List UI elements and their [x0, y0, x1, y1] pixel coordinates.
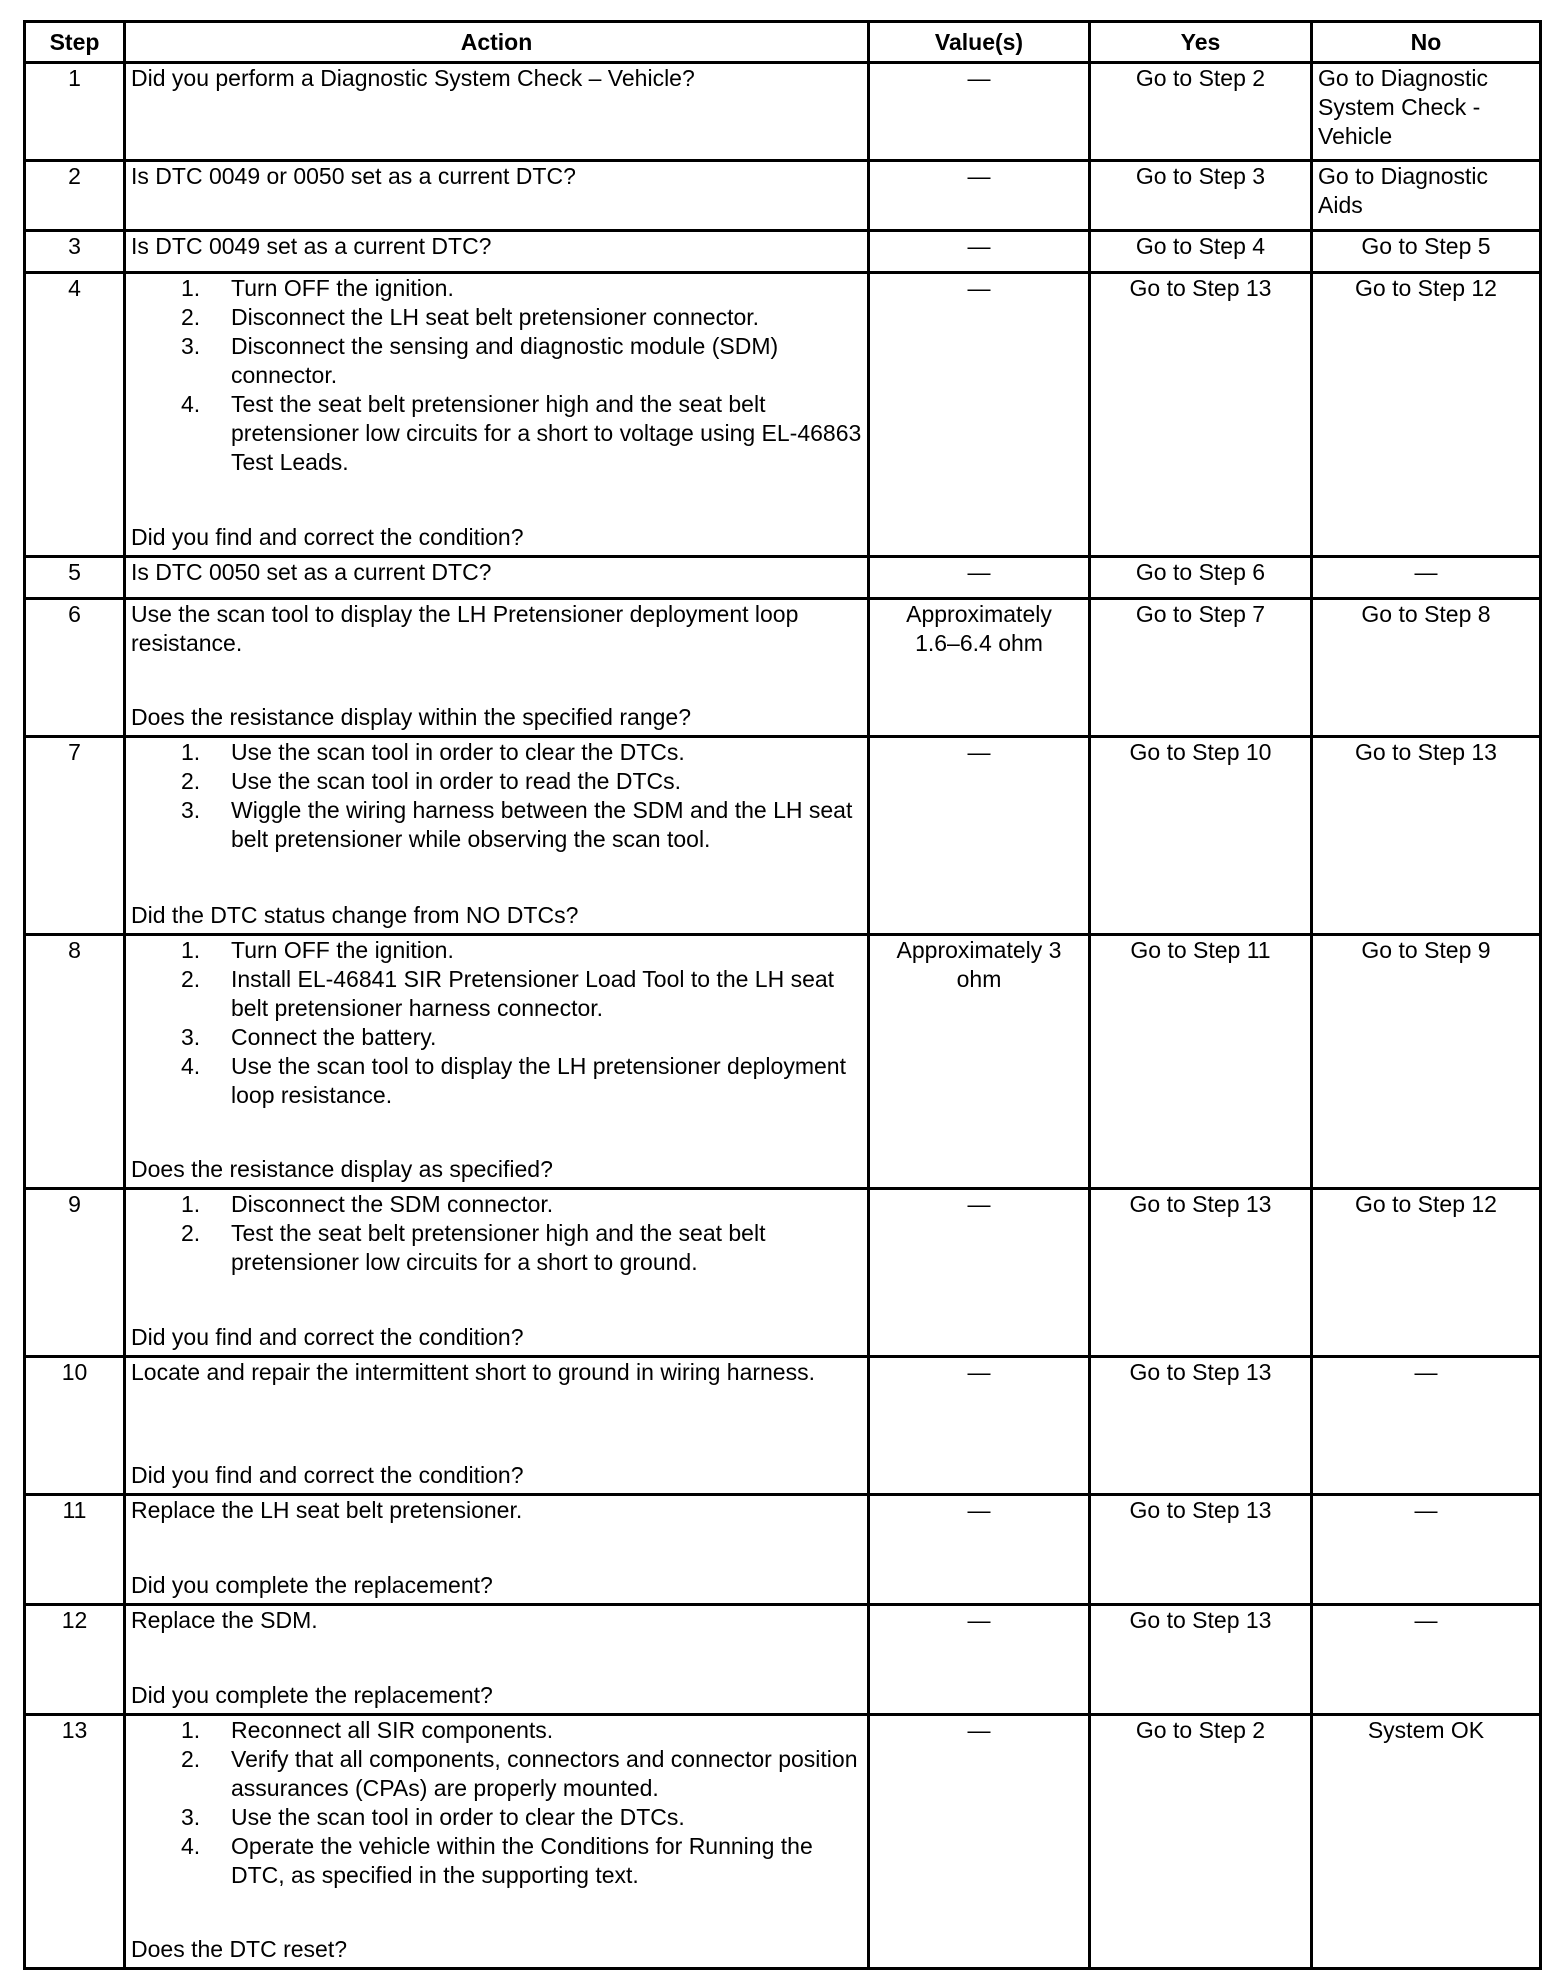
- list-item: 4. Operate the vehicle within the Conditions for Running the DTC, as specified in the supporting text.: [181, 1833, 813, 1888]
- yes-link[interactable]: Go to Step 13: [1090, 273, 1312, 557]
- table-row: [25, 1189, 1541, 1357]
- procedure-list: [131, 274, 862, 477]
- header-values: Value(s): [869, 22, 1090, 63]
- list-item: 1. Turn OFF the ignition.: [181, 275, 454, 301]
- step-number: 12: [25, 1605, 125, 1715]
- step-number: 3: [25, 231, 125, 273]
- no-link[interactable]: Go to Diagnostic Aids: [1312, 161, 1541, 231]
- question-text: Did you find and correct the condition?: [131, 1324, 524, 1350]
- value-cell: —: [869, 1189, 1090, 1357]
- action-cell: [125, 1357, 869, 1495]
- action-cell: [125, 1189, 869, 1357]
- yes-link[interactable]: Go to Step 7: [1090, 599, 1312, 737]
- list-item: 2. Use the scan tool in order to read the DTCs.: [181, 768, 681, 794]
- table-row: [25, 231, 1541, 273]
- table-row: [25, 1357, 1541, 1495]
- procedure-list: [131, 1716, 862, 1890]
- value-cell: —: [869, 737, 1090, 935]
- list-item: 2. Disconnect the LH seat belt pretensioner connector.: [181, 304, 760, 330]
- yes-link[interactable]: Go to Step 13: [1090, 1495, 1312, 1605]
- table-row: [25, 935, 1541, 1189]
- no-link[interactable]: Go to Step 9: [1312, 935, 1541, 1189]
- table-row: [25, 161, 1541, 231]
- no-link: —: [1312, 1495, 1541, 1605]
- yes-link[interactable]: Go to Step 10: [1090, 737, 1312, 935]
- action-text: Replace the SDM.: [131, 1607, 318, 1633]
- diagnostic-table: [23, 20, 1542, 1970]
- step-number: 9: [25, 1189, 125, 1357]
- header-row: [25, 22, 1541, 63]
- step-number: 1: [25, 63, 125, 161]
- question-text: Does the DTC reset?: [131, 1936, 348, 1962]
- action-text: Is DTC 0050 set as a current DTC?: [125, 557, 869, 599]
- list-item: 1. Turn OFF the ignition.: [181, 937, 454, 963]
- table-row: [25, 273, 1541, 557]
- action-cell: [125, 1715, 869, 1969]
- list-item: 4. Test the seat belt pretensioner high and the seat belt pretensioner low circuits for a short to voltage using EL-46863 Test Leads.: [181, 391, 862, 475]
- list-item: 3. Disconnect the sensing and diagnostic module (SDM) connector.: [181, 333, 779, 388]
- yes-link[interactable]: Go to Step 3: [1090, 161, 1312, 231]
- header-step: Step: [25, 22, 125, 63]
- value-cell: —: [869, 63, 1090, 161]
- list-item: 3. Connect the battery.: [181, 1024, 437, 1050]
- yes-link[interactable]: Go to Step 2: [1090, 1715, 1312, 1969]
- procedure-list: [131, 936, 862, 1110]
- question-text: Did the DTC status change from NO DTCs?: [131, 902, 579, 928]
- no-link[interactable]: Go to Step 12: [1312, 273, 1541, 557]
- no-link[interactable]: Go to Step 5: [1312, 231, 1541, 273]
- action-text: Did you perform a Diagnostic System Check – Vehicle?: [125, 63, 869, 161]
- action-cell: [125, 273, 869, 557]
- table-row: [25, 557, 1541, 599]
- yes-link[interactable]: Go to Step 13: [1090, 1357, 1312, 1495]
- no-link[interactable]: Go to Diagnostic System Check - Vehicle: [1312, 63, 1541, 161]
- no-link[interactable]: Go to Step 8: [1312, 599, 1541, 737]
- yes-link[interactable]: Go to Step 11: [1090, 935, 1312, 1189]
- list-item: 3. Use the scan tool in order to clear the DTCs.: [181, 1804, 685, 1830]
- yes-link[interactable]: Go to Step 13: [1090, 1189, 1312, 1357]
- table-row: [25, 599, 1541, 737]
- question-text: Does the resistance display as specified?: [131, 1156, 553, 1182]
- no-link[interactable]: Go to Step 12: [1312, 1189, 1541, 1357]
- no-link: —: [1312, 1605, 1541, 1715]
- yes-link[interactable]: Go to Step 4: [1090, 231, 1312, 273]
- action-text: Locate and repair the intermittent short to ground in wiring harness.: [131, 1359, 815, 1385]
- status-text: System OK: [1312, 1715, 1541, 1969]
- value-cell: —: [869, 161, 1090, 231]
- procedure-list: [131, 1190, 862, 1277]
- action-text: Is DTC 0049 set as a current DTC?: [125, 231, 869, 273]
- list-item: 1. Use the scan tool in order to clear the DTCs.: [181, 739, 685, 765]
- no-link: —: [1312, 557, 1541, 599]
- value-cell: —: [869, 1357, 1090, 1495]
- list-item: 1. Disconnect the SDM connector.: [181, 1191, 554, 1217]
- value-cell: —: [869, 231, 1090, 273]
- table-row: [25, 1495, 1541, 1605]
- question-text: Did you find and correct the condition?: [131, 1462, 524, 1488]
- header-no: No: [1312, 22, 1541, 63]
- list-item: 4. Use the scan tool to display the LH pretensioner deployment loop resistance.: [181, 1053, 846, 1108]
- question-text: Did you complete the replacement?: [131, 1682, 493, 1708]
- action-cell: [125, 935, 869, 1189]
- list-item: 1. Reconnect all SIR components.: [181, 1717, 554, 1743]
- value-cell: —: [869, 1715, 1090, 1969]
- header-yes: Yes: [1090, 22, 1312, 63]
- step-number: 2: [25, 161, 125, 231]
- action-cell: [125, 1605, 869, 1715]
- header-action: Action: [125, 22, 869, 63]
- list-item: 2. Install EL-46841 SIR Pretensioner Load Tool to the LH seat belt pretensioner harness connector.: [181, 966, 835, 1021]
- value-cell: Approximately 3 ohm: [869, 935, 1090, 1189]
- list-item: 3. Wiggle the wiring harness between the SDM and the LH seat belt pretensioner while observing the scan tool.: [181, 797, 853, 852]
- table-row: [25, 63, 1541, 161]
- value-cell: —: [869, 1495, 1090, 1605]
- action-text: Is DTC 0049 or 0050 set as a current DTC?: [125, 161, 869, 231]
- action-cell: [125, 1495, 869, 1605]
- question-text: Did you complete the replacement?: [131, 1572, 493, 1598]
- step-number: 5: [25, 557, 125, 599]
- list-item: 2. Verify that all components, connectors and connector position assurances (CPAs) are properly mounted.: [181, 1746, 858, 1801]
- value-cell: —: [869, 1605, 1090, 1715]
- yes-link[interactable]: Go to Step 6: [1090, 557, 1312, 599]
- action-cell: [125, 737, 869, 935]
- value-cell: Approximately 1.6–6.4 ohm: [869, 599, 1090, 737]
- list-item: 2. Test the seat belt pretensioner high and the seat belt pretensioner low circuits for a short to ground.: [181, 1220, 766, 1275]
- value-cell: —: [869, 273, 1090, 557]
- step-number: 8: [25, 935, 125, 1189]
- step-number: 7: [25, 737, 125, 935]
- diagnostic-page: [23, 20, 1539, 1970]
- no-link[interactable]: Go to Step 13: [1312, 737, 1541, 935]
- table-row: [25, 737, 1541, 935]
- yes-link[interactable]: Go to Step 13: [1090, 1605, 1312, 1715]
- step-number: 6: [25, 599, 125, 737]
- step-number: 13: [25, 1715, 125, 1969]
- value-cell: —: [869, 557, 1090, 599]
- action-text: Replace the LH seat belt pretensioner.: [131, 1497, 523, 1523]
- no-link: —: [1312, 1357, 1541, 1495]
- step-number: 4: [25, 273, 125, 557]
- question-text: Does the resistance display within the specified range?: [131, 704, 691, 730]
- yes-link[interactable]: Go to Step 2: [1090, 63, 1312, 161]
- action-cell: [125, 599, 869, 737]
- action-text: Use the scan tool to display the LH Pretensioner deployment loop resistance.: [131, 601, 799, 656]
- procedure-list: [131, 738, 862, 854]
- table-row: [25, 1605, 1541, 1715]
- step-number: 11: [25, 1495, 125, 1605]
- table-row: [25, 1715, 1541, 1969]
- step-number: 10: [25, 1357, 125, 1495]
- question-text: Did you find and correct the condition?: [131, 524, 524, 550]
